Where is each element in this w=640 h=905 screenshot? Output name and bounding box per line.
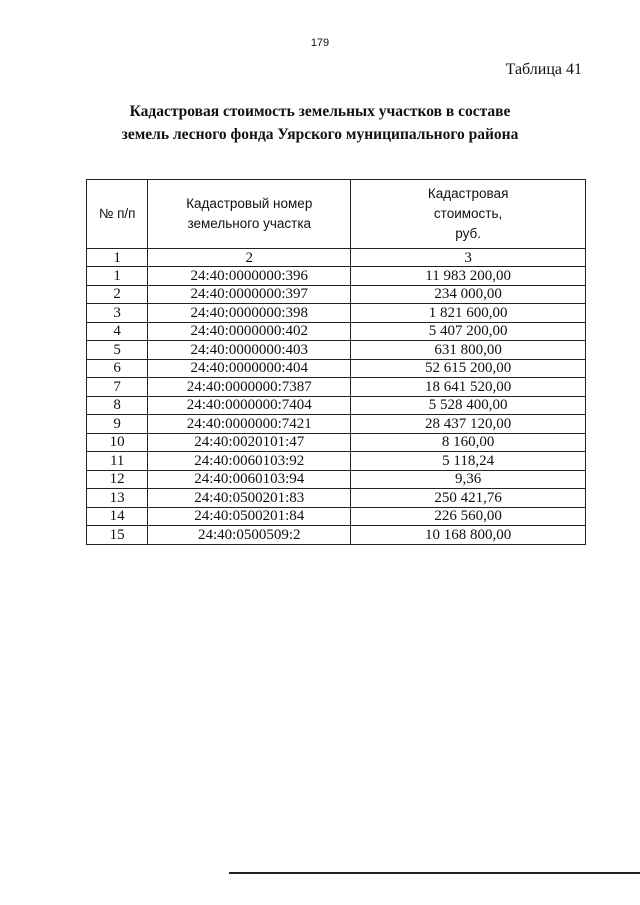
row-number-cell: 6 — [87, 359, 148, 378]
cadastral-value-cell: 250 421,76 — [351, 489, 586, 508]
table-row — [87, 267, 586, 286]
row-number-cell: 7 — [87, 378, 148, 397]
cadastral-number-cell: 24:40:0000000:397 — [148, 285, 351, 304]
table-row — [87, 341, 586, 360]
cadastral-number-cell: 24:40:0000000:7404 — [148, 396, 351, 415]
cadastral-value-cell: 8 160,00 — [351, 433, 586, 452]
header-cadastral-number — [148, 180, 351, 249]
row-number-cell: 15 — [87, 526, 148, 545]
cadastral-number-cell: 24:40:0000000:402 — [148, 322, 351, 341]
header-cadastral-value — [351, 180, 586, 249]
row-number-cell: 12 — [87, 470, 148, 489]
column-number-row — [87, 249, 586, 267]
table-label: Таблица 41 — [505, 61, 582, 78]
header-row-number: № п/п — [87, 180, 148, 249]
row-number-cell: 10 — [87, 433, 148, 452]
cadastral-value-cell: 1 821 600,00 — [351, 304, 586, 323]
cadastral-number-cell: 24:40:0060103:92 — [148, 452, 351, 471]
table-row — [87, 526, 586, 545]
cadastral-number-cell: 24:40:0020101:47 — [148, 433, 351, 452]
cadastral-value-cell: 52 615 200,00 — [351, 359, 586, 378]
cadastral-value-cell: 11 983 200,00 — [351, 267, 586, 286]
table-row — [87, 396, 586, 415]
cadastral-number-cell: 24:40:0000000:7421 — [148, 415, 351, 434]
header-cadastral-number-line-1: Кадастровый номер — [186, 196, 313, 211]
cadastral-number-cell: 24:40:0060103:94 — [148, 470, 351, 489]
cadastral-number-cell: 24:40:0500201:84 — [148, 507, 351, 526]
table-row — [87, 285, 586, 304]
cadastral-value-table — [86, 179, 586, 545]
header-cadastral-value-line-1: Кадастровая — [427, 186, 509, 201]
table-row — [87, 304, 586, 323]
table-body — [87, 267, 586, 545]
table-row — [87, 452, 586, 471]
cadastral-number-cell: 24:40:0000000:404 — [148, 359, 351, 378]
cadastral-value-cell: 234 000,00 — [351, 285, 586, 304]
cadastral-value-cell: 18 641 520,00 — [351, 378, 586, 397]
row-number-cell: 11 — [87, 452, 148, 471]
table-row — [87, 322, 586, 341]
row-number-cell: 4 — [87, 322, 148, 341]
table-row — [87, 470, 586, 489]
cadastral-value-cell: 226 560,00 — [351, 507, 586, 526]
row-number-cell: 14 — [87, 507, 148, 526]
row-number-cell: 2 — [87, 285, 148, 304]
row-number-cell: 8 — [87, 396, 148, 415]
document-title — [0, 100, 640, 146]
cadastral-value-cell: 9,36 — [351, 470, 586, 489]
title-line-2: земель лесного фонда Уярского муниципального района — [121, 126, 519, 143]
table-row — [87, 507, 586, 526]
table-row — [87, 378, 586, 397]
row-number-cell: 1 — [87, 267, 148, 286]
table-row — [87, 489, 586, 508]
cadastral-value-cell: 5 407 200,00 — [351, 322, 586, 341]
column-number: 2 — [148, 249, 351, 267]
row-number-cell: 9 — [87, 415, 148, 434]
table-row — [87, 359, 586, 378]
cadastral-number-cell: 24:40:0000000:403 — [148, 341, 351, 360]
cadastral-value-cell: 10 168 800,00 — [351, 526, 586, 545]
cadastral-number-cell: 24:40:0000000:396 — [148, 267, 351, 286]
cadastral-number-cell: 24:40:0000000:7387 — [148, 378, 351, 397]
row-number-cell: 5 — [87, 341, 148, 360]
title-line-1: Кадастровая стоимость земельных участков в составе — [129, 103, 511, 120]
header-cadastral-value-line-3: руб. — [455, 226, 481, 241]
header-cadastral-number-line-2: земельного участка — [187, 216, 312, 231]
cadastral-number-cell: 24:40:0500201:83 — [148, 489, 351, 508]
cadastral-value-cell: 28 437 120,00 — [351, 415, 586, 434]
cadastral-number-cell: 24:40:0000000:398 — [148, 304, 351, 323]
row-number-cell: 13 — [87, 489, 148, 508]
cadastral-number-cell: 24:40:0500509:2 — [148, 526, 351, 545]
column-number: 3 — [351, 249, 586, 267]
page-number: 179 — [310, 37, 330, 49]
cadastral-value-cell: 5 528 400,00 — [351, 396, 586, 415]
cadastral-value-cell: 631 800,00 — [351, 341, 586, 360]
cadastral-value-cell: 5 118,24 — [351, 452, 586, 471]
table-row — [87, 433, 586, 452]
header-cadastral-value-line-2: стоимость, — [433, 206, 503, 221]
table-header-row — [87, 180, 586, 249]
bottom-rule — [229, 872, 640, 874]
row-number-cell: 3 — [87, 304, 148, 323]
table-row — [87, 415, 586, 434]
column-number: 1 — [87, 249, 148, 267]
